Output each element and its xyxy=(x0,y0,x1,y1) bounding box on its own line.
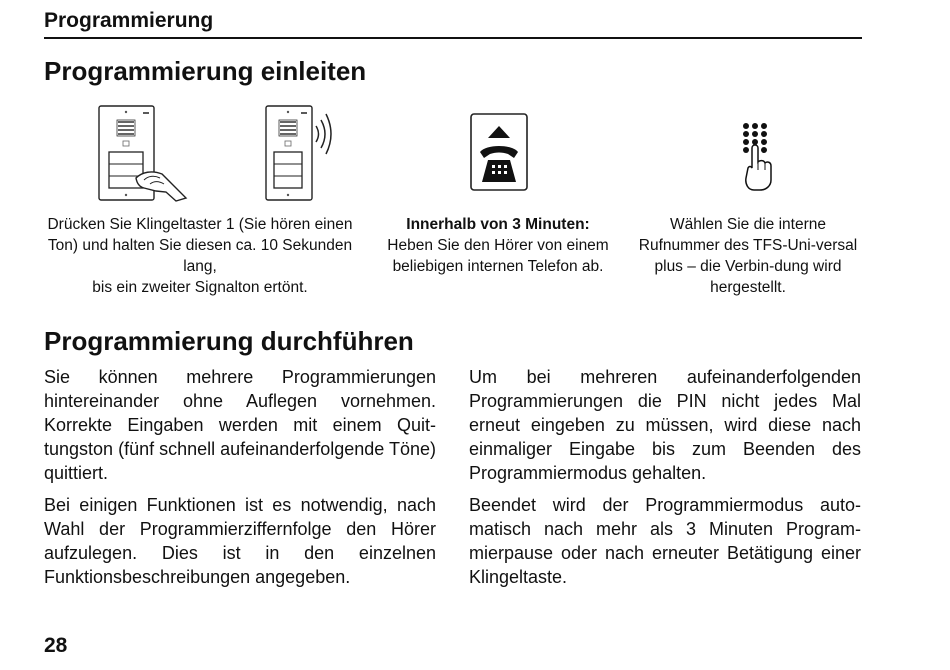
door-station-tone-icon xyxy=(263,104,335,202)
step-1-text: Drücken Sie Klingeltaster 1 (Sie hören einen Ton) und halten Sie diesen ca. 10 Sekunden lang, xyxy=(47,216,353,275)
paragraph: Bei einigen Funktionen ist es notwendig, nach Wahl der Programmierziffernfolge den Hörer aufzulegen. Dies ist in den einzelnen Funktionsbeschreibungen angegeben. xyxy=(44,495,436,587)
step-2-heading: Innerhalb von 3 Minuten: xyxy=(406,216,590,233)
section-title-einleiten: Programmierung einleiten xyxy=(44,56,367,86)
phone-lift-handset-icon xyxy=(468,112,530,192)
step-caption-2 xyxy=(384,214,612,277)
page-number: 28 xyxy=(44,634,68,657)
step-2-text: Heben Sie den Hörer von einem beliebigen internen Telefon ab. xyxy=(387,237,609,275)
running-head: Programmierung xyxy=(44,9,862,39)
step-3-text: Wählen Sie die interne Rufnummer des TFS-Uni-versal plus – die Verbin-dung wird hergestellt. xyxy=(638,216,858,296)
step-caption-3 xyxy=(636,214,860,298)
keypad-dial-icon xyxy=(738,120,778,192)
step-caption-1 xyxy=(42,214,358,298)
paragraph: Beendet wird der Programmiermodus auto-matisch nach mehr als 3 Minuten Program-mierpause oder nach erneuter Betätigung einer Klingeltaste. xyxy=(469,495,861,587)
body-column-left xyxy=(44,365,436,597)
door-station-press-icon xyxy=(96,104,192,202)
body-column-right xyxy=(469,365,861,597)
step-1-text2: bis ein zweiter Signalton ertönt. xyxy=(92,279,308,296)
paragraph: Um bei mehreren aufeinanderfolgenden Programmierungen die PIN nicht jedes Mal erneut eingeben zu müssen, wird diese nach einmaliger Eingabe bis zum Beenden des Programmiermodus gehalten. xyxy=(469,367,861,483)
paragraph: Sie können mehrere Programmierungen hintereinander ohne Auflegen vornehmen. Korrekte Eingaben werden mit einem Quit-tungston (fünf schnell aufeinanderfolgende Töne) quittiert. xyxy=(44,367,436,483)
section-title-durchfuehren: Programmierung durchführen xyxy=(44,326,414,356)
